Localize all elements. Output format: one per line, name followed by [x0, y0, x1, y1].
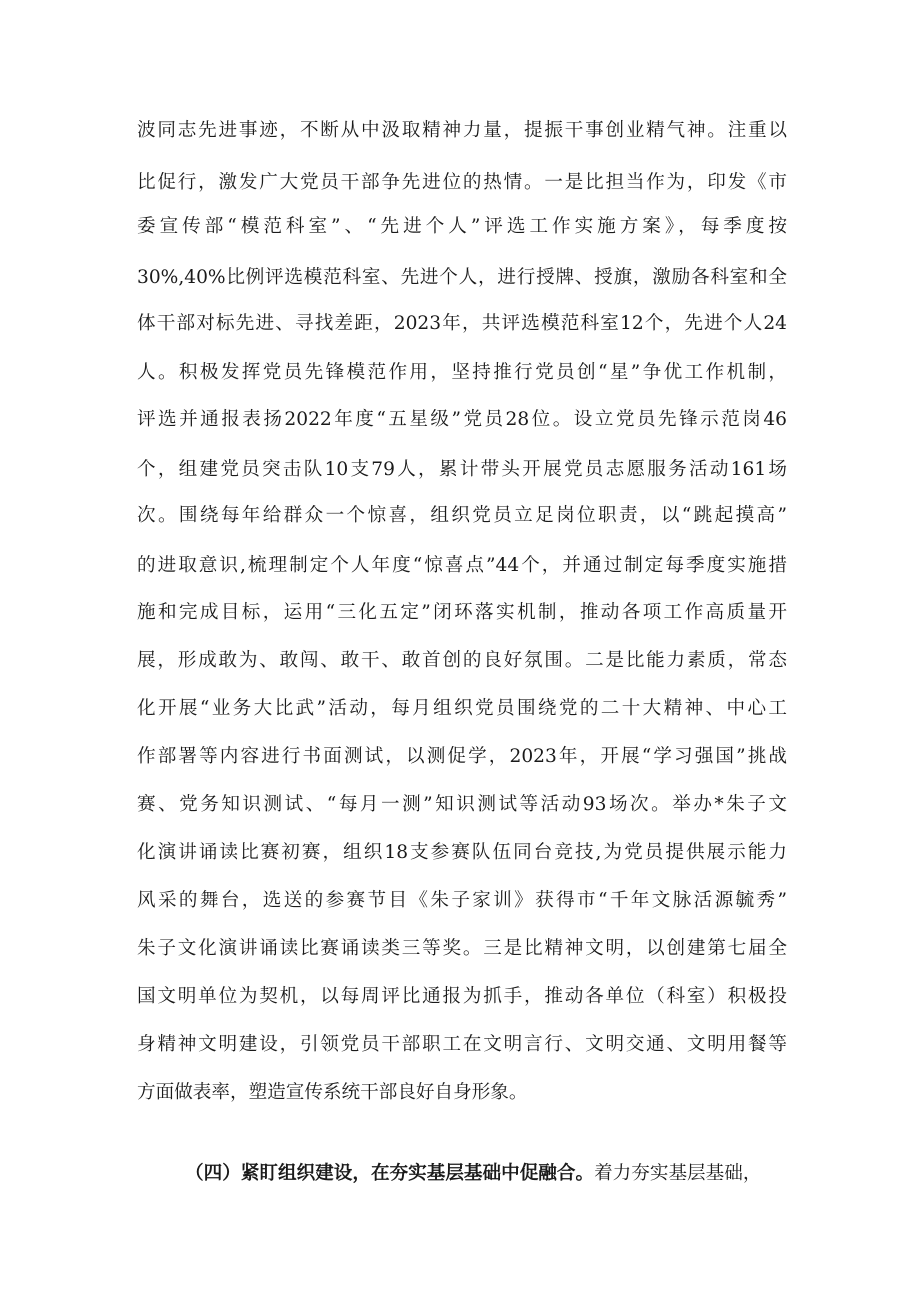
paragraph-line: 身精神文明建设，引领党员干部职工在文明言行、文明交通、文明用餐等 — [137, 1034, 787, 1055]
paragraph-line: 比促行，激发广大党员干部争先进位的热情。一是比担当作为，印发《市 — [137, 172, 787, 193]
paragraph-line: 方面做表率，塑造宣传系统干部良好自身形象。 — [137, 1082, 528, 1103]
paragraph-line: 施和完成目标，运用“三化五定”闭环落实机制，推动各项工作高质量开 — [137, 602, 787, 623]
paragraph-line: 评选并通报表扬2022年度“五星级”党员28位。设立党员先锋示范岗46 — [137, 409, 787, 430]
paragraph-line: 次。围绕每年给群众一个惊喜，组织党员立足岗位职责，以“跳起摸高” — [137, 505, 787, 526]
section-heading: （四）紧盯组织建设，在夯实基层基础中促融合。 — [185, 1163, 595, 1184]
paragraph-line: 委宣传部“模范科室”、“先进个人”评选工作实施方案》，每季度按 — [137, 216, 787, 237]
paragraph-line: 国文明单位为契机，以每周评比通报为抓手，推动各单位（科室）积极投 — [137, 986, 787, 1007]
paragraph-line: 赛、党务知识测试、“每月一测”知识测试等活动93场次。举办*朱子文 — [137, 794, 787, 815]
section-heading-line — [185, 1159, 787, 1189]
paragraph-line: 风采的舞台，选送的参赛节目《朱子家训》获得市“千年文脉活源毓秀” — [137, 890, 787, 911]
paragraph-line: 人。积极发挥党员先锋模范作用，坚持推行党员创“星”争优工作机制， — [137, 362, 787, 383]
paragraph-line: 展，形成敢为、敢闯、敢干、敢首创的良好氛围。二是比能力素质，常态 — [137, 650, 787, 671]
paragraph-line: 波同志先进事迹，不断从中汲取精神力量，提振干事创业精气神。注重以 — [137, 120, 787, 141]
paragraph-line: 30%,40%比例评选模范科室、先进个人，进行授牌、授旗，激励各科室和全 — [137, 267, 787, 288]
section-text: 着力夯实基层基础， — [594, 1163, 762, 1184]
paragraph-line: 化演讲诵读比赛初赛，组织18支参赛队伍同台竞技,为党员提供展示能力 — [137, 842, 787, 863]
paragraph-line: 作部署等内容进行书面测试，以测促学，2023年，开展“学习强国”挑战 — [137, 746, 787, 767]
paragraph-line: 化开展“业务大比武”活动，每月组织党员围绕党的二十大精神、中心工 — [137, 698, 787, 719]
paragraph-line: 的进取意识,梳理制定个人年度“惊喜点”44个，并通过制定每季度实施措 — [137, 555, 787, 576]
paragraph-line: 体干部对标先进、寻找差距，2023年，共评选模范科室12个，先进个人24 — [137, 313, 787, 334]
paragraph-line: 朱子文化演讲诵读比赛诵读类三等奖。三是比精神文明，以创建第七届全 — [137, 938, 787, 959]
paragraph-line: 个，组建党员突击队10支79人，累计带头开展党员志愿服务活动161场 — [137, 459, 787, 480]
